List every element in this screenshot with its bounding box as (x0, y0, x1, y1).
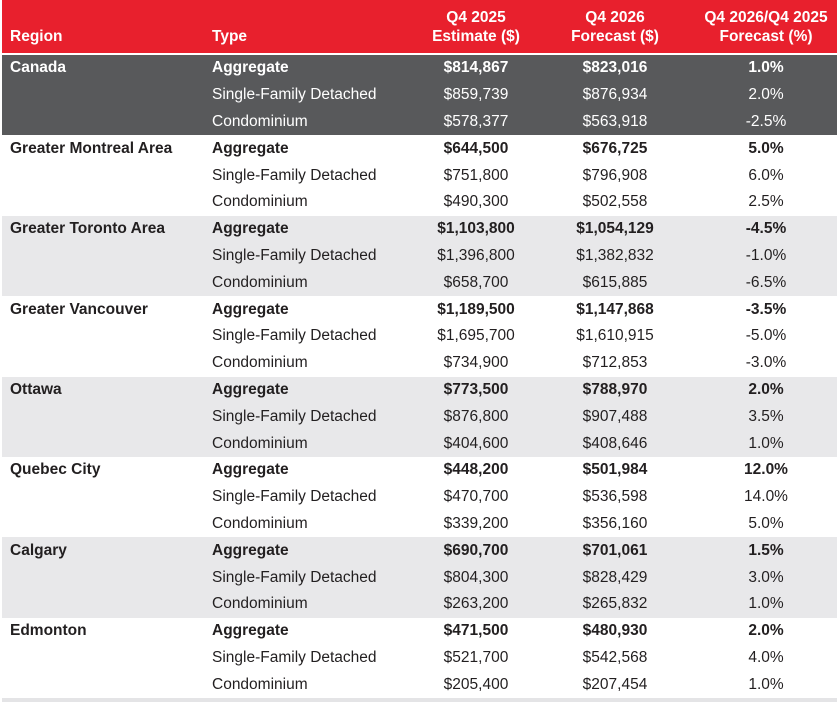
type-cell: Single-Family Detached (212, 86, 377, 104)
type-cell: Condominium (212, 434, 308, 452)
estimate-cell: $1,396,800 (437, 246, 515, 264)
pct-change-cell: 3.0% (748, 568, 784, 586)
table-row (2, 564, 837, 591)
column-header-q4-2026-forecast (535, 8, 695, 46)
pct-change-cell: 1.5% (748, 541, 784, 559)
table-row (2, 269, 837, 296)
region-label: Calgary (10, 541, 67, 559)
column-header-forecast-line1: Q4 2026 (585, 9, 645, 26)
forecast-cell: $408,646 (582, 434, 648, 452)
type-cell: Aggregate (212, 622, 289, 640)
table-row (2, 109, 837, 136)
forecast-cell: $788,970 (582, 380, 648, 398)
pct-change-cell: -5.0% (745, 327, 787, 345)
estimate-cell: $751,800 (443, 166, 509, 184)
table-row (2, 645, 837, 672)
estimate-cell: $690,700 (443, 541, 509, 559)
forecast-cell: $563,918 (582, 112, 648, 130)
forecast-cell: $876,934 (582, 86, 648, 104)
table-row (2, 55, 837, 82)
forecast-cell: $823,016 (582, 59, 648, 77)
pct-change-cell: -3.5% (745, 300, 787, 318)
region-group-greater-vancouver (2, 296, 837, 376)
pct-change-cell: 5.0% (748, 514, 784, 532)
type-cell: Aggregate (212, 461, 289, 479)
type-cell: Aggregate (212, 541, 289, 559)
region-group-ottawa (2, 377, 837, 457)
region-label: Greater Montreal Area (10, 139, 173, 157)
type-cell: Aggregate (212, 380, 289, 398)
pct-change-cell: 14.0% (744, 488, 788, 506)
pct-change-cell: 3.5% (748, 407, 784, 425)
estimate-cell: $876,800 (443, 407, 509, 425)
table-bottom-border (2, 698, 837, 702)
pct-change-cell: 1.0% (748, 675, 784, 693)
region-group-edmonton (2, 618, 837, 698)
estimate-cell: $644,500 (443, 139, 509, 157)
forecast-cell: $207,454 (582, 675, 648, 693)
type-cell: Single-Family Detached (212, 246, 377, 264)
table-row (2, 457, 837, 484)
estimate-cell: $658,700 (443, 273, 509, 291)
estimate-cell: $859,739 (443, 86, 509, 104)
column-header-forecast-change-pct (695, 8, 837, 46)
type-cell: Single-Family Detached (212, 166, 377, 184)
estimate-cell: $339,200 (443, 514, 509, 532)
type-cell: Condominium (212, 112, 308, 130)
estimate-cell: $470,700 (443, 488, 509, 506)
pct-change-cell: -3.0% (745, 354, 787, 372)
pct-change-cell: 5.0% (748, 139, 784, 157)
region-label: Edmonton (10, 622, 87, 640)
table-row (2, 189, 837, 216)
forecast-cell: $265,832 (582, 595, 648, 613)
table-row (2, 671, 837, 698)
estimate-cell: $490,300 (443, 193, 509, 211)
estimate-cell: $734,900 (443, 354, 509, 372)
column-header-estimate-line1: Q4 2025 (446, 9, 506, 26)
column-header-region-label: Region (10, 28, 63, 45)
forecast-cell: $1,054,129 (576, 220, 654, 238)
pct-change-cell: 1.0% (748, 434, 784, 452)
type-cell: Condominium (212, 514, 308, 532)
region-group-greater-toronto-area (2, 216, 837, 296)
table-row (2, 403, 837, 430)
region-group-greater-montreal-area (2, 135, 837, 215)
type-cell: Condominium (212, 193, 308, 211)
type-cell: Single-Family Detached (212, 648, 377, 666)
forecast-cell: $1,610,915 (576, 327, 654, 345)
forecast-cell: $907,488 (582, 407, 648, 425)
table-row (2, 135, 837, 162)
forecast-cell: $796,908 (582, 166, 648, 184)
region-label: Canada (10, 59, 66, 77)
pct-change-cell: 2.0% (748, 622, 784, 640)
forecast-cell: $712,853 (582, 354, 648, 372)
type-cell: Single-Family Detached (212, 327, 377, 345)
pct-change-cell: -4.5% (745, 220, 787, 238)
forecast-cell: $701,061 (582, 541, 648, 559)
estimate-cell: $1,103,800 (437, 220, 515, 238)
column-header-type (202, 27, 417, 46)
estimate-cell: $804,300 (443, 568, 509, 586)
forecast-cell: $501,984 (582, 461, 648, 479)
pct-change-cell: 2.0% (748, 380, 784, 398)
forecast-cell: $1,147,868 (576, 300, 654, 318)
table-row (2, 618, 837, 645)
table-row (2, 243, 837, 270)
type-cell: Condominium (212, 354, 308, 372)
type-cell: Aggregate (212, 220, 289, 238)
estimate-cell: $404,600 (443, 434, 509, 452)
forecast-cell: $356,160 (582, 514, 648, 532)
pct-change-cell: 12.0% (744, 461, 788, 479)
forecast-cell: $676,725 (582, 139, 648, 157)
estimate-cell: $263,200 (443, 595, 509, 613)
region-group-quebec-city (2, 457, 837, 537)
pct-change-cell: 1.0% (748, 59, 784, 77)
pct-change-cell: 4.0% (748, 648, 784, 666)
estimate-cell: $471,500 (443, 622, 509, 640)
estimate-cell: $773,500 (443, 380, 509, 398)
region-label: Greater Vancouver (10, 300, 148, 318)
type-cell: Single-Family Detached (212, 568, 377, 586)
table-row (2, 591, 837, 618)
forecast-cell: $615,885 (582, 273, 648, 291)
table-row (2, 350, 837, 377)
type-cell: Aggregate (212, 139, 289, 157)
column-header-type-label: Type (212, 28, 248, 45)
type-cell: Condominium (212, 675, 308, 693)
estimate-cell: $578,377 (443, 112, 509, 130)
pct-change-cell: 6.0% (748, 166, 784, 184)
column-header-estimate-line2: Estimate ($) (432, 28, 520, 45)
pct-change-cell: -2.5% (745, 112, 787, 130)
estimate-cell: $448,200 (443, 461, 509, 479)
region-label: Greater Toronto Area (10, 220, 166, 238)
pct-change-cell: -1.0% (745, 246, 787, 264)
column-header-q4-2025-estimate (417, 8, 535, 46)
table-row (2, 216, 837, 243)
forecast-cell: $480,930 (582, 622, 648, 640)
forecast-cell: $1,382,832 (576, 246, 654, 264)
type-cell: Condominium (212, 595, 308, 613)
estimate-cell: $1,189,500 (437, 300, 515, 318)
table-row (2, 511, 837, 538)
pct-change-cell: 1.0% (748, 595, 784, 613)
type-cell: Condominium (212, 273, 308, 291)
table-row (2, 430, 837, 457)
estimate-cell: $205,400 (443, 675, 509, 693)
table-body (2, 55, 837, 698)
type-cell: Single-Family Detached (212, 488, 377, 506)
column-header-change-line2: Forecast (%) (719, 28, 813, 45)
forecast-cell: $502,558 (582, 193, 648, 211)
forecast-cell: $542,568 (582, 648, 648, 666)
table-header-row (2, 0, 837, 53)
forecast-cell: $536,598 (582, 488, 648, 506)
table-row (2, 82, 837, 109)
type-cell: Aggregate (212, 300, 289, 318)
region-label: Ottawa (10, 380, 62, 398)
estimate-cell: $814,867 (443, 59, 509, 77)
table-row (2, 296, 837, 323)
table-row (2, 377, 837, 404)
table-row (2, 162, 837, 189)
region-group-canada (2, 55, 837, 135)
region-label: Quebec City (10, 461, 101, 479)
estimate-cell: $1,695,700 (437, 327, 515, 345)
pct-change-cell: 2.0% (748, 86, 784, 104)
forecast-cell: $828,429 (582, 568, 648, 586)
region-group-calgary (2, 537, 837, 617)
table-row (2, 323, 837, 350)
column-header-region (2, 27, 202, 46)
table-row (2, 537, 837, 564)
type-cell: Single-Family Detached (212, 407, 377, 425)
column-header-change-line1: Q4 2026/Q4 2025 (704, 9, 828, 26)
forecast-table (2, 0, 837, 702)
pct-change-cell: 2.5% (748, 193, 784, 211)
pct-change-cell: -6.5% (745, 273, 787, 291)
column-header-forecast-line2: Forecast ($) (571, 28, 659, 45)
table-row (2, 484, 837, 511)
estimate-cell: $521,700 (443, 648, 509, 666)
type-cell: Aggregate (212, 59, 289, 77)
